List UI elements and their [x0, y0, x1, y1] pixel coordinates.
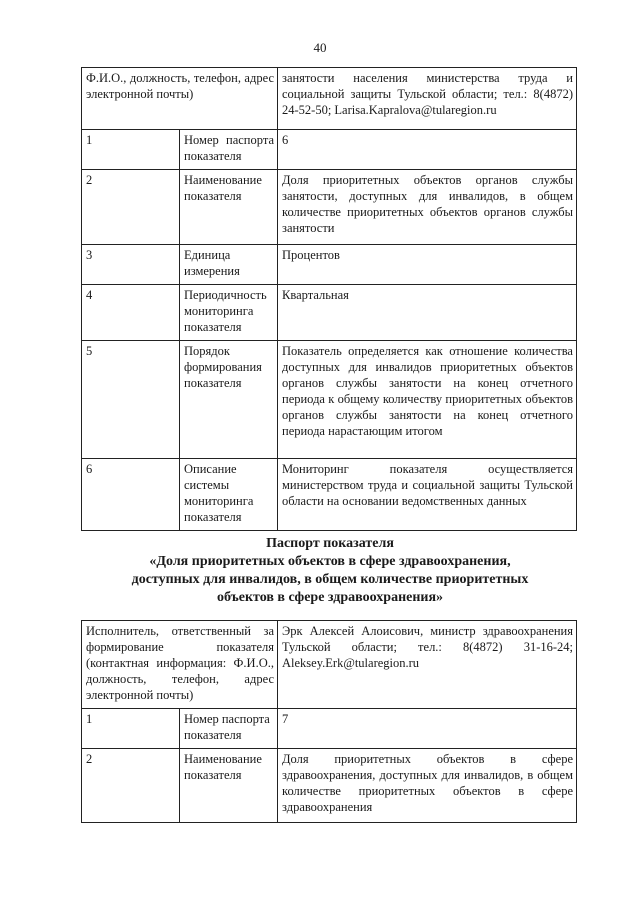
- row-number: 2: [82, 170, 180, 245]
- row-number: 5: [82, 341, 180, 459]
- row-number: 3: [82, 245, 180, 285]
- contact-label: Исполнитель, ответственный за формирование показателя (контактная информация: Ф.И.О., должность, телефон, адрес электронной почты): [82, 621, 278, 709]
- contact-value: Эрк Алексей Алоисович, министр здравоохранения Тульской области; тел.: 8(4872) 31-16-24; Aleksey.Erk@tularegion.ru: [278, 621, 577, 709]
- table-row: [82, 749, 577, 823]
- row-value: Доля приоритетных объектов органов службы занятости, доступных для инвалидов, в общем количестве приоритетных объектов органов службы занятости: [278, 170, 577, 245]
- row-number: 6: [82, 459, 180, 531]
- table-row: [82, 245, 577, 285]
- contact-value: занятости населения министерства труда и социальной защиты Тульской области; тел.: 8(4872) 24-52-50; Larisa.Kapralova@tularegion.ru: [278, 68, 577, 130]
- row-label: Номер паспорта показателя: [180, 130, 278, 170]
- contact-label: Ф.И.О., должность, телефон, адрес электронной почты): [82, 68, 278, 130]
- passport-heading-line: объектов в сфере здравоохранения»: [216, 590, 444, 605]
- row-label: Единица измерения: [180, 245, 278, 285]
- row-label: Номер паспорта показателя: [180, 709, 278, 749]
- row-number: 1: [82, 130, 180, 170]
- row-value: 7: [278, 709, 577, 749]
- table-row: [82, 285, 577, 341]
- table-row: [82, 130, 577, 170]
- row-number: 1: [82, 709, 180, 749]
- row-value: Показатель определяется как отношение количества доступных для инвалидов приоритетных объектов органов службы занятости на конец отчетного периода к общему количеству приоритетных объектов органов службы занятости на конец отчетного периода нарастающим итогом: [278, 341, 577, 459]
- page-number: 40: [313, 40, 327, 55]
- table-row: [82, 341, 577, 459]
- row-label: Периодичность мониторинга показателя: [180, 285, 278, 341]
- table-row: [82, 170, 577, 245]
- row-number: 4: [82, 285, 180, 341]
- row-value: Процентов: [278, 245, 577, 285]
- row-label: Наименование показателя: [180, 749, 278, 823]
- passport-heading: [80, 535, 580, 607]
- row-number: 2: [82, 749, 180, 823]
- table-row: [82, 68, 577, 130]
- table-row: [82, 459, 577, 531]
- table-row: [82, 621, 577, 709]
- table-row: [82, 709, 577, 749]
- row-value: Доля приоритетных объектов в сфере здравоохранения, доступных для инвалидов, в общем количестве приоритетных объектов в сфере здравоохранения: [278, 749, 577, 823]
- indicator-passport-table-7: [81, 620, 577, 823]
- row-value: 6: [278, 130, 577, 170]
- passport-heading-line: «Доля приоритетных объектов в сфере здравоохранения,: [149, 554, 511, 569]
- passport-heading-line: доступных для инвалидов, в общем количестве приоритетных: [131, 572, 529, 587]
- row-value: Квартальная: [278, 285, 577, 341]
- indicator-passport-table-6: [81, 67, 577, 531]
- row-label: Описание системы мониторинга показателя: [180, 459, 278, 531]
- passport-heading-title: Паспорт показателя: [266, 536, 394, 551]
- row-value: Мониторинг показателя осуществляется министерством труда и социальной защиты Тульской области на основании ведомственных данных: [278, 459, 577, 531]
- row-label: Порядок формирования показателя: [180, 341, 278, 459]
- row-label: Наименование показателя: [180, 170, 278, 245]
